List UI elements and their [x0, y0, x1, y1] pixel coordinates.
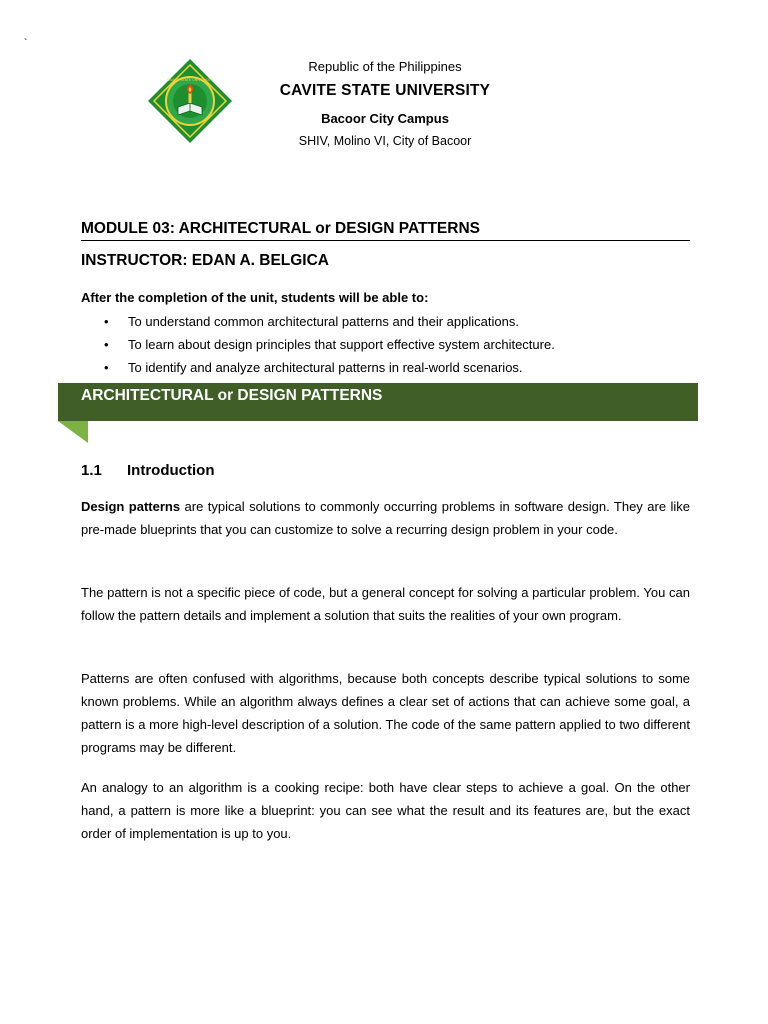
objective-item: [104, 333, 555, 356]
republic-line: Republic of the Philippines: [308, 59, 462, 74]
objective-text: To understand common architectural patterns and their applications.: [128, 314, 519, 329]
paragraph: [81, 667, 690, 759]
module-title: MODULE 03: ARCHITECTURAL or DESIGN PATTERNS: [81, 220, 480, 237]
paragraph: [81, 581, 690, 627]
instructor-line: INSTRUCTOR: EDAN A. BELGICA: [81, 252, 329, 269]
objective-item: [104, 310, 555, 333]
objective-text: To learn about design principles that support effective system architecture.: [128, 337, 555, 352]
section-title: Introduction: [127, 462, 215, 479]
svg-text:CAVITE STATE UNIVERSITY: CAVITE STATE UNIVERSITY: [167, 78, 213, 82]
paragraph-text: are typical solutions to commonly occurring problems in software design. They are like pre-made blueprints that you can customize to solve a recurring design problem in your code.: [81, 499, 691, 537]
title-divider: [81, 240, 690, 241]
bullet-icon: •: [104, 314, 109, 329]
objective-item: [104, 356, 555, 379]
banner-fold-icon: [58, 421, 88, 443]
university-seal-icon: [146, 57, 234, 145]
paragraph: [81, 495, 690, 541]
bullet-icon: •: [104, 337, 109, 352]
paragraph-text: The pattern is not a specific piece of code, but a general concept for solving a particular problem. You can follow the pattern details and implement a solution that suits the realities of your own program.: [81, 585, 690, 623]
objective-text: To identify and analyze architectural patterns in real-world scenarios.: [128, 360, 523, 375]
campus-name: Bacoor City Campus: [321, 111, 449, 126]
paragraph-text: Patterns are often confused with algorithms, because both concepts describe typical solutions to some known problems. While an algorithm always defines a clear set of actions that can achieve some goal, a pattern is a more high-level description of a solution. The code of the same pattern applied to two different programs may be different.: [81, 671, 690, 755]
objectives-list: [104, 310, 555, 379]
campus-address: SHIV, Molino VI, City of Bacoor: [298, 134, 472, 148]
university-name: CAVITE STATE UNIVERSITY: [279, 82, 491, 99]
paragraph-text: An analogy to an algorithm is a cooking recipe: both have clear steps to achieve a goal. On the other hand, a pattern is more like a blueprint: you can see what the result and its features are, but the exact order of implementation is up to you.: [81, 780, 690, 841]
section-number: 1.1: [81, 462, 102, 479]
paragraph-lead-term: Design patterns: [81, 499, 181, 514]
bullet-icon: •: [104, 360, 109, 375]
paragraph: [81, 776, 690, 845]
objectives-intro: After the completion of the unit, students will be able to:: [81, 290, 429, 305]
section-banner-title: ARCHITECTURAL or DESIGN PATTERNS: [81, 387, 383, 404]
stray-mark: `: [24, 38, 28, 49]
